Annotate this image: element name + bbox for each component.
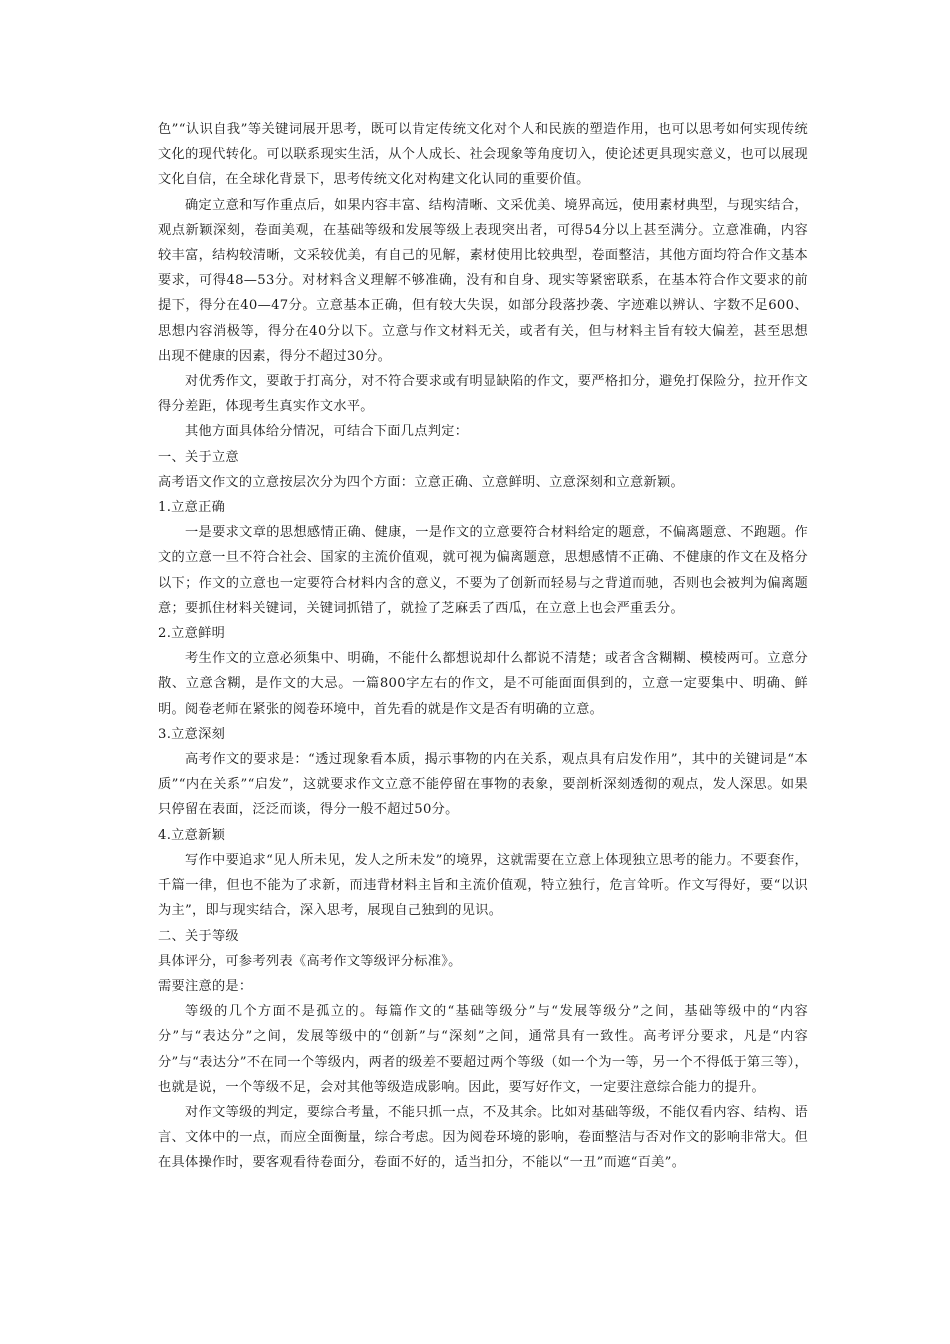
paragraph-continued: 色”“认识自我”等关键词展开思考，既可以肯定传统文化对个人和民族的塑造作用，也可以思考如何实现传统文化的现代转化。可以联系现实生活，从个人成长、社会现象等角度切入，使论述更具现实意义，也可以展现文化自信，在全球化背景下，思考传统文化对构建文化认同的重要价值。 bbox=[158, 122, 808, 188]
paragraph-theme-correct: 一是要求文章的思想感情正确、健康，一是作文的立意要符合材料给定的题意，不偏离题意、不跑题。作文的立意一旦不符合社会、国家的主流价值观，就可视为偏离题意，思想感情不正确、不健康的作文在及格分以下；作文的立意也一定要符合材料内含的意义，不要为了创新而轻易与之背道而驰，否则也会被判为偏离题意；要抓住材料关键词，关键词抓错了，就捡了芝麻丢了西瓜，在立意上也会严重丢分。 bbox=[158, 525, 808, 616]
paragraph-theme-novel: 写作中要追求“见人所未见，发人之所未发”的境界，这就需要在立意上体现独立思考的能力。不要套作，千篇一律，但也不能为了求新，而违背材料主旨和主流价值观，特立独行，危言耸听。作文写得好，要“以识为主”，即与现实结合，深入思考，展现自己独到的见识。 bbox=[158, 852, 808, 919]
subheading-theme-deep: 3.立意深刻 bbox=[158, 726, 226, 742]
subheading-theme-novel: 4.立意新颖 bbox=[158, 827, 226, 843]
section-heading-theme: 一、关于立意 bbox=[158, 449, 239, 465]
subheading-theme-clear: 2.立意鲜明 bbox=[158, 626, 226, 642]
paragraph-theme-overview: 高考语文作文的立意按层次分为四个方面：立意正确、立意鲜明、立意深刻和立意新颖。 bbox=[158, 474, 685, 490]
paragraph-grade-consistency: 等级的几个方面不是孤立的。每篇作文的“基础等级分”与“发展等级分”之间，基础等级中的“内容分”与“表达分”之间，发展等级中的“创新”与“深刻”之间，通常具有一致性。高考评分要求，凡是“内容分”与“表达分”不在同一个等级内，两者的级差不要超过两个等级（如一个为一等，另一个不得低于第三等），也就是说，一个等级不足，会对其他等级造成影响。因此，要写好作文，一定要注意综合能力的提升。 bbox=[158, 1004, 808, 1095]
paragraph-grade-judgement: 对作文等级的判定，要综合考量，不能只抓一点，不及其余。比如对基础等级，不能仅看内容、结构、语言、文体中的一点，而应全面衡量，综合考虑。因为阅卷环境的影响，卷面整洁与否对作文的影响非常大。但在具体操作时，要客观看待卷面分，卷面不好的，适当扣分，不能以“一丑”而遮“百美”。 bbox=[158, 1104, 808, 1171]
document-body bbox=[158, 117, 808, 1176]
paragraph-scoring-levels: 确定立意和写作重点后，如果内容丰富、结构清晰、文采优美、境界高远，使用素材典型，与现实结合，观点新颖深刻，卷面美观，在基础等级和发展等级上表现突出者，可得54分以上甚至满分。立意准确，内容较丰富，结构较清晰，文采较优美，有自己的见解，素材使用比较典型，卷面整洁，其他方面均符合作文基本要求，可得48—53分。对材料含义理解不够准确，没有和自身、现实等紧密联系，在基本符合作文要求的前提下，得分在40—47分。立意基本正确，但有较大失误，如部分段落抄袭、字迹难以辨认、字数不足600、思想内容消极等，得分在40分以下。立意与作文材料无关，或者有关，但与材料主旨有较大偏差，甚至思想出现不健康的因素，得分不超过30分。 bbox=[158, 197, 808, 364]
paragraph-theme-deep: 高考作文的要求是：“透过现象看本质，揭示事物的内在关系，观点具有启发作用”，其中的关键词是“本质”“内在关系”“启发”，这就要求作文立意不能停留在事物的表象，要剖析深刻透彻的观点，发人深思。如果只停留在表面，泛泛而谈，得分一般不超过50分。 bbox=[158, 752, 808, 818]
paragraph-excellent-essays: 对优秀作文，要敢于打高分，对不符合要求或有明显缺陷的作文，要严格扣分，避免打保险分，拉开作文得分差距，体现考生真实作文水平。 bbox=[158, 374, 808, 415]
paragraph-other-aspects: 其他方面具体给分情况，可结合下面几点判定： bbox=[185, 424, 469, 440]
paragraph-note: 需要注意的是： bbox=[158, 978, 253, 994]
paragraph-grade-reference: 具体评分，可参考列表《高考作文等级评分标准》。 bbox=[158, 953, 462, 969]
section-heading-grades: 二、关于等级 bbox=[158, 928, 239, 944]
subheading-theme-correct: 1.立意正确 bbox=[158, 500, 226, 516]
paragraph-theme-clear: 考生作文的立意必须集中、明确，不能什么都想说却什么都说不清楚；或者含含糊糊、模棱两可。立意分散、立意含糊，是作文的大忌。一篇800字左右的作文，是不可能面面俱到的，立意一定要集中、明确、鲜明。阅卷老师在紧张的阅卷环境中，首先看的就是作文是否有明确的立意。 bbox=[158, 651, 808, 717]
